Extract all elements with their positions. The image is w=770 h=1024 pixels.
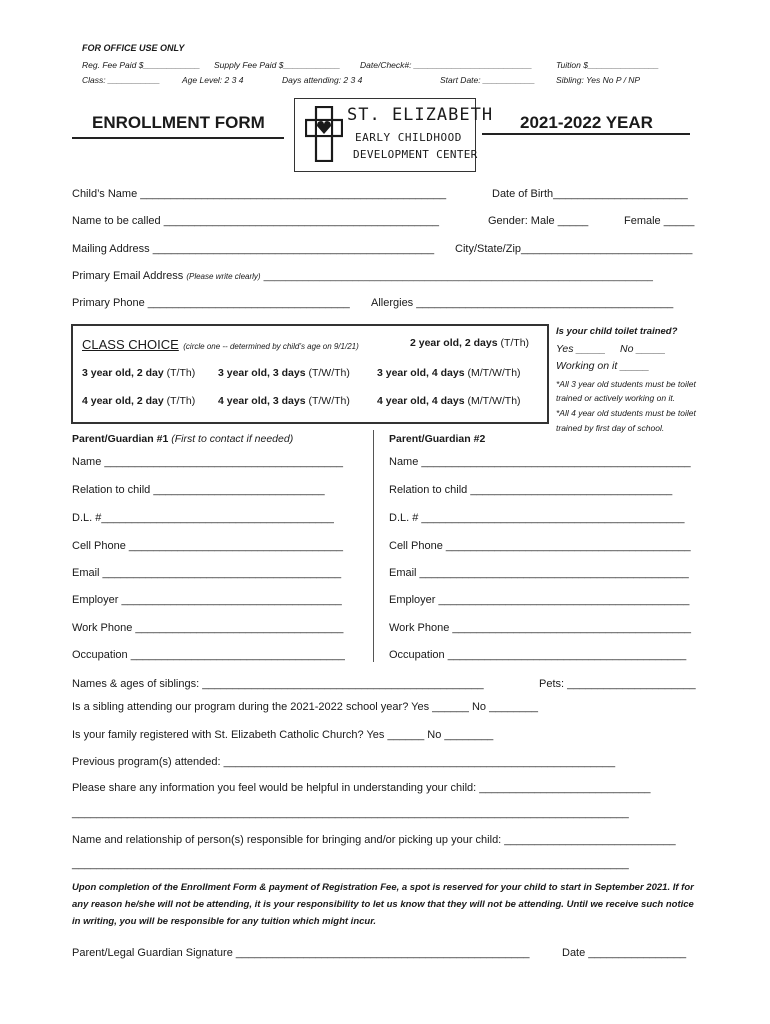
- guardian1-relation-field[interactable]: Relation to child ____________________________: [72, 484, 325, 496]
- guardian1-heading: [72, 433, 293, 445]
- pickup-line2[interactable]: ___________________________________________________________________________________________: [72, 858, 629, 870]
- logo-line3: DEVELOPMENT CENTER: [353, 148, 478, 161]
- guardian1-title: Parent/Guardian #1: [72, 433, 169, 445]
- guardian2-dl-field[interactable]: D.L. # ___________________________________________: [389, 512, 685, 524]
- guardian1-name-field[interactable]: Name _______________________________________: [72, 456, 343, 468]
- toilet-note-3: *All 4 year old students must be toilet: [556, 408, 696, 418]
- start-date-field[interactable]: Start Date: ___________: [440, 75, 535, 85]
- reg-fee-field[interactable]: Reg. Fee Paid $____________: [82, 60, 201, 70]
- date-check-field[interactable]: Date/Check#: _________________________: [360, 60, 533, 70]
- school-logo: [294, 98, 494, 172]
- toilet-question: Is your child toilet trained?: [556, 326, 678, 337]
- email-note: (Please write clearly): [186, 272, 261, 281]
- logo-line1: ST. ELIZABETH: [347, 105, 494, 125]
- pets-field[interactable]: Pets: _____________________: [539, 678, 696, 690]
- primary-email-label[interactable]: [72, 270, 653, 282]
- pickup-field[interactable]: Name and relationship of person(s) responsible for bringing and/or picking up your child: ____________________________: [72, 834, 676, 846]
- class-option-4yr-4day[interactable]: 4 year old, 4 days (M/T/W/Th): [377, 395, 521, 407]
- title-rule-left: [72, 137, 284, 139]
- class-option-3yr-2day[interactable]: 3 year old, 2 day (T/Th): [82, 367, 196, 379]
- guardian-divider: [373, 430, 374, 662]
- days-attending-field[interactable]: Days attending: 2 3 4: [282, 75, 363, 85]
- toilet-note-1: *All 3 year old students must be toilet: [556, 379, 696, 389]
- email-line[interactable]: ______________________________________________________________________: [263, 271, 653, 282]
- guardian2-relation-field[interactable]: Relation to child _________________________________: [389, 484, 673, 496]
- gender-female-field[interactable]: Female _____: [624, 215, 695, 227]
- toilet-no-field[interactable]: No _____: [620, 343, 666, 355]
- church-registered-field[interactable]: Is your family registered with St. Elizabeth Catholic Church? Yes ______ No ________: [72, 729, 494, 741]
- siblings-field[interactable]: Names & ages of siblings: ______________________________________________: [72, 678, 484, 690]
- signature-field[interactable]: Parent/Legal Guardian Signature ________________________________________________: [72, 947, 530, 959]
- guardian1-subtitle: (First to contact if needed): [171, 433, 294, 445]
- guardian1-dl-field[interactable]: D.L. #______________________________________: [72, 512, 334, 524]
- signature-date-field[interactable]: Date ________________: [562, 947, 687, 959]
- class-choice-title: CLASS CHOICE: [82, 337, 179, 352]
- tuition-field[interactable]: Tuition $_______________: [556, 60, 659, 70]
- toilet-note-2: trained or actively working on it.: [556, 393, 676, 403]
- toilet-yes-field[interactable]: Yes _____: [556, 343, 606, 355]
- guardian1-employer-field[interactable]: Employer ____________________________________: [72, 594, 342, 606]
- sibling-attending-field[interactable]: Is a sibling attending our program during the 2021-2022 school year? Yes ______ No ________: [72, 701, 539, 713]
- class-option-3yr-3day[interactable]: 3 year old, 3 days (T/W/Th): [218, 367, 350, 379]
- previous-programs-field[interactable]: Previous program(s) attended: ________________________________________________________________: [72, 756, 616, 768]
- gender-male-field[interactable]: Gender: Male _____: [488, 215, 589, 227]
- logo-line2: EARLY CHILDHOOD: [355, 131, 462, 144]
- share-info-line2[interactable]: ___________________________________________________________________________________________: [72, 807, 629, 819]
- guardian1-occupation-field[interactable]: Occupation ___________________________________: [72, 649, 345, 661]
- class-option-4yr-2day[interactable]: 4 year old, 2 day (T/Th): [82, 395, 196, 407]
- guardian1-workphone-field[interactable]: Work Phone __________________________________: [72, 622, 344, 634]
- toilet-note-4: trained by first day of school.: [556, 423, 665, 433]
- share-info-field[interactable]: Please share any information you feel would be helpful in understanding your child: ____________________________: [72, 782, 651, 794]
- closing-statement: Upon completion of the Enrollment Form & payment of Registration Fee, a spot is reserved for your child to start in September 2021. If for any reason he/she will not be attending, it is your responsibility to let us know that they will not be attending. Until we receive such notice in writing, you will be responsible for any tuition which might incur.: [72, 882, 694, 927]
- name-called-field[interactable]: Name to be called _____________________________________________: [72, 215, 440, 227]
- mailing-address-field[interactable]: Mailing Address ______________________________________________: [72, 243, 435, 255]
- guardian1-email-field[interactable]: Email _______________________________________: [72, 567, 342, 579]
- city-state-zip-field[interactable]: City/State/Zip____________________________: [455, 243, 693, 255]
- guardian2-email-field[interactable]: Email ____________________________________________: [389, 567, 689, 579]
- class-option-4yr-3day[interactable]: 4 year old, 3 days (T/W/Th): [218, 395, 350, 407]
- cross-heart-icon: [305, 106, 343, 162]
- form-title: ENROLLMENT FORM: [92, 113, 265, 132]
- supply-fee-field[interactable]: Supply Fee Paid $____________: [214, 60, 341, 70]
- guardian2-cell-field[interactable]: Cell Phone ________________________________________: [389, 540, 691, 552]
- guardian2-employer-field[interactable]: Employer _________________________________________: [389, 594, 690, 606]
- primary-phone-field[interactable]: Primary Phone _________________________________: [72, 297, 350, 309]
- guardian2-occupation-field[interactable]: Occupation _______________________________________: [389, 649, 687, 661]
- sibling-field[interactable]: Sibling: Yes No P / NP: [556, 75, 641, 85]
- age-level-field[interactable]: Age Level: 2 3 4: [182, 75, 244, 85]
- toilet-working-field[interactable]: Working on it _____: [556, 360, 650, 372]
- title-rule-right: [482, 133, 690, 135]
- guardian2-title: Parent/Guardian #2: [389, 433, 486, 445]
- email-label: Primary Email Address: [72, 270, 184, 282]
- class-option-2yr-2day[interactable]: 2 year old, 2 days (T/Th): [410, 337, 530, 349]
- class-option-3yr-4day[interactable]: 3 year old, 4 days (M/T/W/Th): [377, 367, 521, 379]
- class-choice-heading: [82, 336, 359, 354]
- child-name-field[interactable]: Child’s Name __________________________________________________: [72, 188, 447, 200]
- guardian1-cell-field[interactable]: Cell Phone ___________________________________: [72, 540, 343, 552]
- office-use-title: FOR OFFICE USE ONLY: [82, 43, 185, 53]
- dob-field[interactable]: Date of Birth______________________: [492, 188, 688, 200]
- allergies-field[interactable]: Allergies __________________________________________: [371, 297, 674, 309]
- guardian2-name-field[interactable]: Name ____________________________________________: [389, 456, 691, 468]
- year-title: 2021-2022 YEAR: [520, 113, 653, 132]
- class-choice-subtitle: (circle one -- determined by child’s age on 9/1/21): [183, 342, 359, 351]
- guardian2-workphone-field[interactable]: Work Phone _______________________________________: [389, 622, 691, 634]
- class-field[interactable]: Class: ___________: [82, 75, 160, 85]
